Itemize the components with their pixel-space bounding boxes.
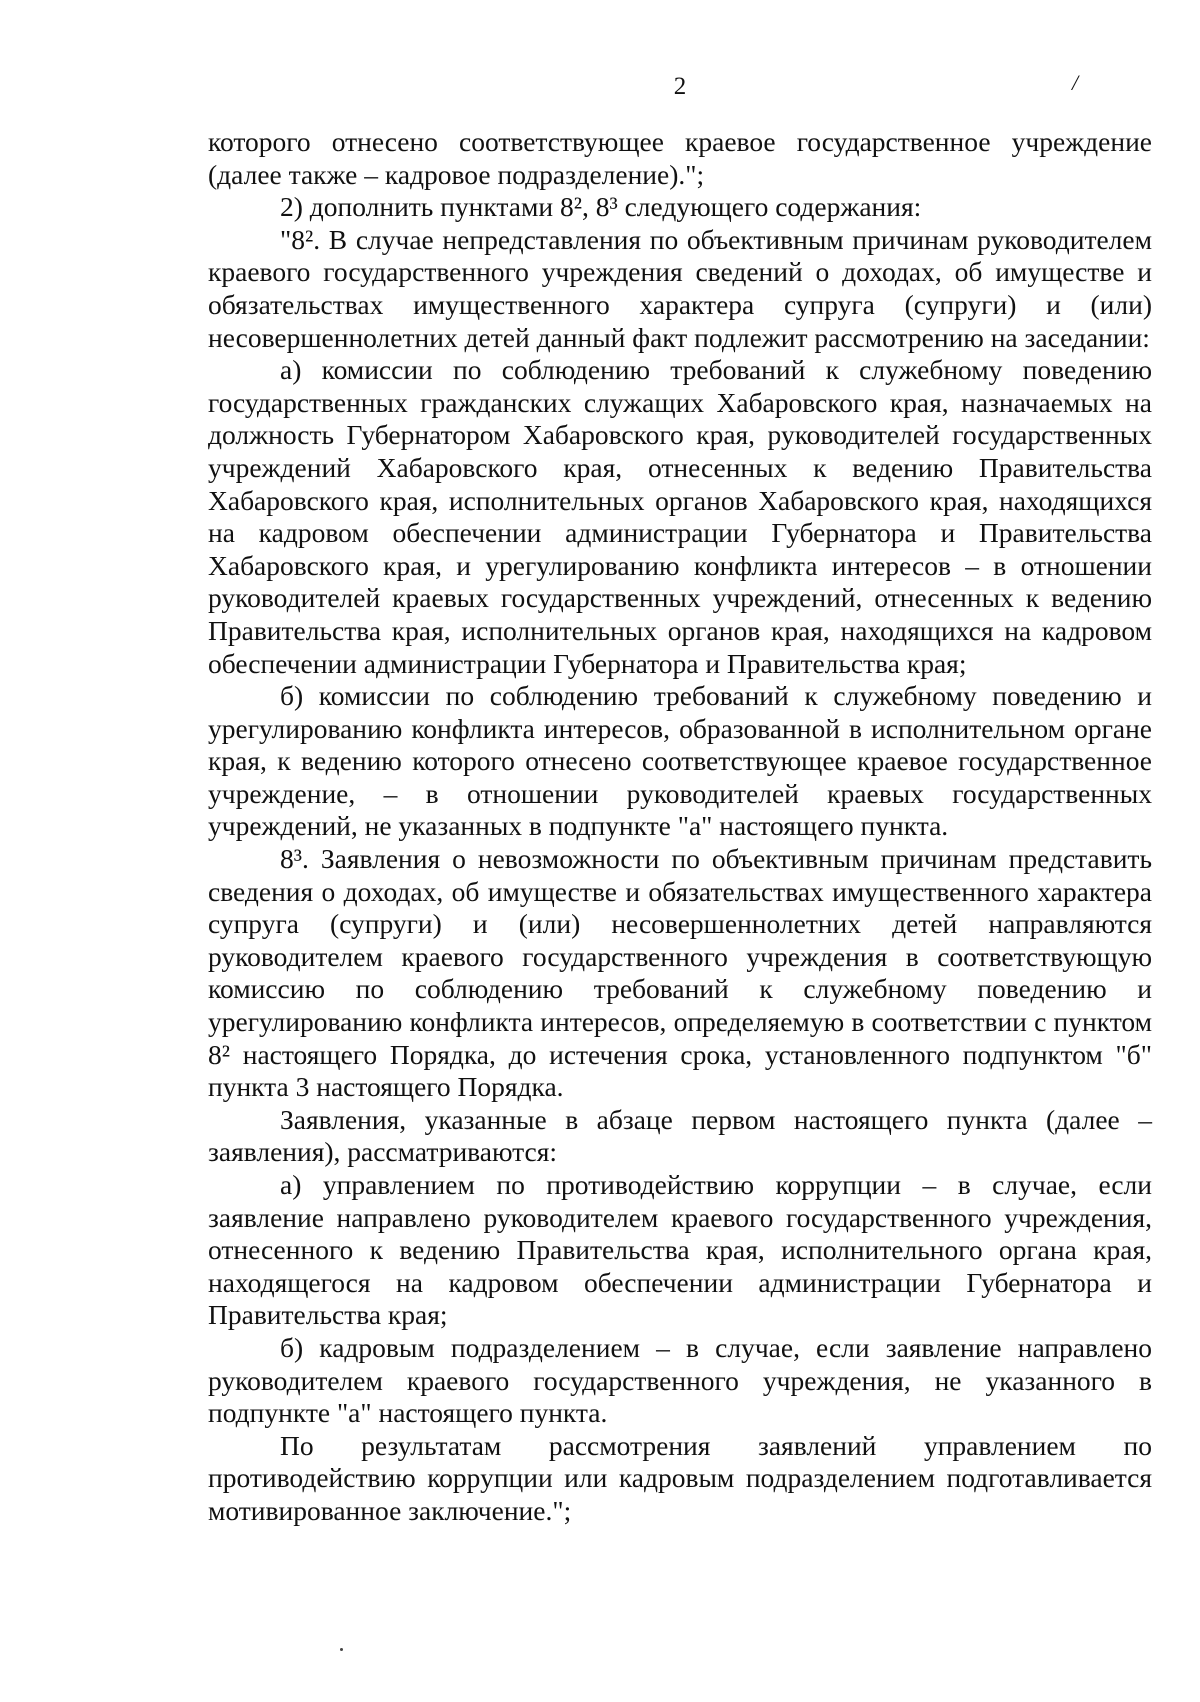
paragraph-8-2-a: а) комиссии по соблюдению требований к служебному поведению государственных гражданских служащих Хабаровского края, назначаемых на должность Губернатором Хабаровского края, руководителей государственных учреждений Хабаровского края, отнесенных к ведению Правительства Хабаровского края, исполнительных органов Хабаровского края, находящихся на кадровом обеспечении администрации Губернатора и Правительства Хабаровского края, и урегулированию конфликта интересов – в отношении руководителей краевых государственных учреждений, отнесенных к ведению Правительства края, исполнительных органов края, находящихся на кадровом обеспечении администрации Губернатора и Правительства края;: [208, 354, 1152, 679]
paragraph-item-2: 2) дополнить пунктами 8², 8³ следующего содержания:: [280, 191, 922, 223]
paragraph-8-3-b: б) кадровым подразделением – в случае, если заявление направлено руководителем краевого государственного учреждения, не указанного в подпункте "а" настоящего пункта.: [208, 1331, 1152, 1429]
paragraph-conclusion: По результатам рассмотрения заявлений управлением по противодействию коррупции или кадровым подразделением подготавливается мотивированное заключение.";: [208, 1429, 1152, 1526]
scan-speck: [340, 1648, 343, 1651]
paragraph-8-2-b: б) комиссии по соблюдению требований к служебному поведению и урегулированию конфликта интересов, образованной в исполнительном органе края, к ведению которого отнесено соответствующее краевое государственное учреждение, – в отношении руководителей краевых государственных учреждений, не указанных в подпункте "а" настоящего пункта.: [208, 680, 1152, 842]
paragraph-8-3-statements: Заявления, указанные в абзаце первом настоящего пункта (далее – заявления), рассматриваются:: [208, 1103, 1152, 1168]
document-body: [208, 126, 1152, 1528]
paragraph-continuation: которого отнесено соответствующее краевое государственное учреждение (далее также – кадровое подразделение).";: [208, 126, 1152, 190]
paragraph-8-2: "8². В случае непредставления по объективным причинам руководителем краевого государственного учреждения сведений о доходах, об имуществе и обязательствах имущественного характера супруга (супруги) и (или) несовершеннолетних детей данный факт подлежит рассмотрению на заседании:: [208, 223, 1152, 353]
paragraph-8-3-a: а) управлением по противодействию коррупции – в случае, если заявление направлено руководителем краевого государственного учреждения, отнесенного к ведению Правительства края, исполнительного органа края, находящегося на кадровом обеспечении администрации Губернатора и Правительства края;: [208, 1169, 1152, 1331]
paragraph-8-3: 8³. Заявления о невозможности по объективным причинам представить сведения о доходах, об имуществе и обязательствах имущественного характера супруга (супруги) и (или) несовершеннолетних детей направляются руководителем краевого государственного учреждения в соответствующую комиссию по соблюдению требований к служебному поведению и урегулированию конфликта интересов, определяемую в соответствии с пунктом 8² настоящего Порядка, до истечения срока, установленного подпунктом "б" пункта 3 настоящего Порядка.: [208, 843, 1152, 1103]
page-number: 2: [673, 73, 687, 100]
corner-mark: /: [1072, 70, 1079, 95]
